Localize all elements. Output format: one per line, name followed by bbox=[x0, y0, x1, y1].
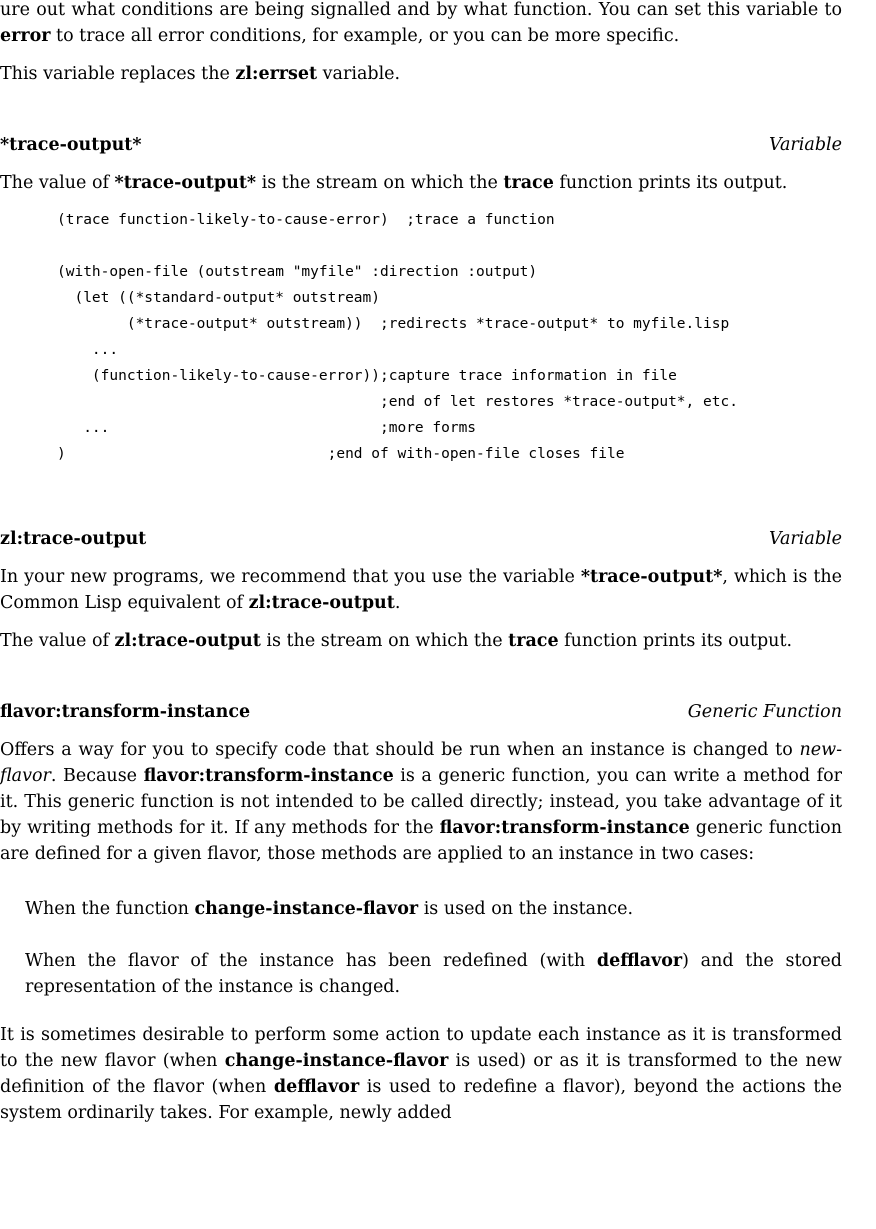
code-line: (*trace-output* outstream)) ;redirects *trace-output* to myfile.lisp bbox=[57, 316, 730, 332]
entry-type: Variable bbox=[768, 135, 842, 155]
code-line: (with-open-file (outstream "myfile" :direction :output) bbox=[57, 264, 538, 280]
code-line: (trace function-likely-to-cause-error) ;trace a function bbox=[57, 212, 555, 228]
entry-header bbox=[0, 699, 842, 725]
replaces-paragraph: This variable replaces the zl:errset variable. bbox=[0, 64, 401, 84]
description-paragraph: The value of *trace-output* is the stream on which the trace function prints its output. bbox=[0, 173, 788, 193]
case-paragraph: When the function change-instance-flavor is used on the instance. bbox=[25, 899, 634, 919]
description-paragraph: It is sometimes desirable to perform some action to update each instance as it is transformed to the new flavor (when change-instance-flavor is used) or as it is transformed to the new definition of the flavor (when defflavor is used to redefine a flavor), beyond the actions the system ordinarily takes. For example, newly added bbox=[0, 1025, 842, 1123]
code-line: ... ;more forms bbox=[57, 420, 477, 436]
entry-header bbox=[0, 132, 842, 158]
entry-header bbox=[0, 526, 842, 552]
entry-name: *trace-output* bbox=[0, 135, 142, 155]
code-line: ... bbox=[57, 342, 119, 358]
code-line: ;end of let restores *trace-output*, etc. bbox=[57, 394, 738, 410]
code-line: ) ;end of with-open-file closes file bbox=[57, 446, 625, 462]
code-line bbox=[57, 233, 876, 259]
entry-type: Variable bbox=[768, 529, 842, 549]
intro-paragraph: ure out what conditions are being signalled and by what function. You can set this variable to error to trace all error conditions, for example, or you can be more specific. bbox=[0, 0, 842, 46]
entry-type: Generic Function bbox=[687, 702, 842, 722]
description-paragraph: The value of zl:trace-output is the stream on which the trace function prints its output. bbox=[0, 631, 793, 651]
code-example bbox=[0, 207, 876, 467]
entry-name: flavor:transform-instance bbox=[0, 702, 251, 722]
bold-term: zl:errset bbox=[235, 64, 318, 84]
entry-name: zl:trace-output bbox=[0, 529, 147, 549]
code-line: (let ((*standard-output* outstream) bbox=[57, 290, 381, 306]
description-paragraph: In your new programs, we recommend that you use the variable *trace-output*, which is the Common Lisp equivalent of zl:trace-output. bbox=[0, 567, 842, 613]
case-paragraph: When the flavor of the instance has been redefined (with defflavor) and the stored representation of the instance is changed. bbox=[25, 951, 842, 997]
code-line: (function-likely-to-cause-error));capture trace information in file bbox=[57, 368, 677, 384]
bold-term: error bbox=[0, 26, 51, 46]
description-paragraph: Offers a way for you to specify code that should be run when an instance is changed to new-flavor. Because flavor:transform-instance is a generic function, you can write a method for it. This generic function is not intended to be called directly; instead, you take advantage of it by writing methods for it. If any methods for the flavor:transform-instance generic function are defined for a given flavor, those methods are applied to an instance in two cases: bbox=[0, 740, 842, 864]
